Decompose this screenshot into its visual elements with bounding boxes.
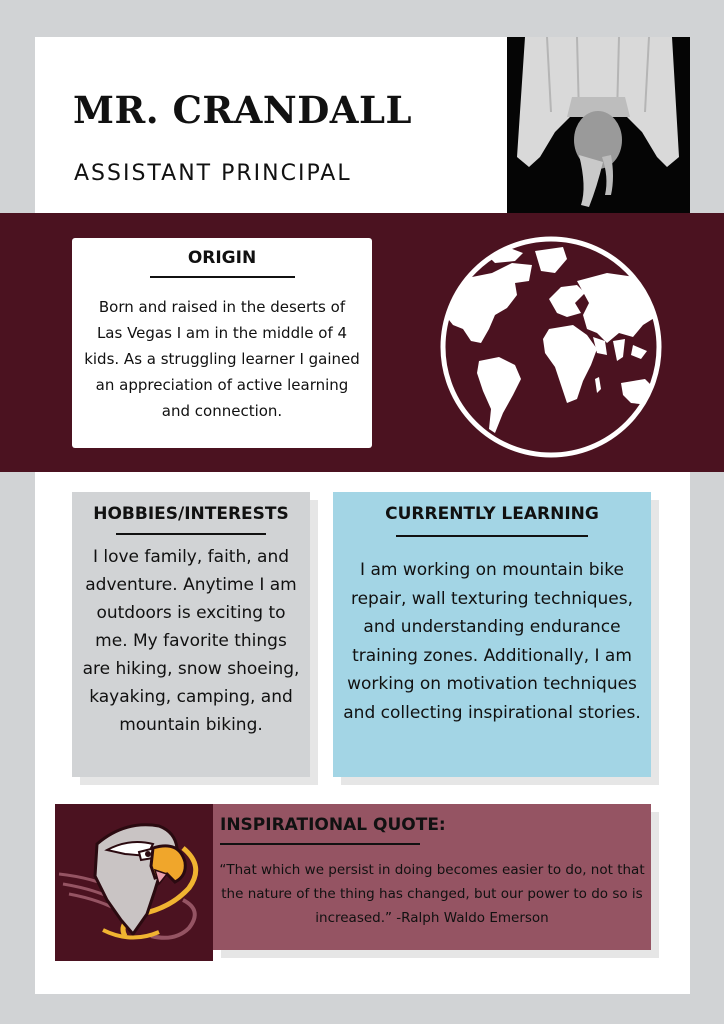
- portrait-photo: [507, 37, 690, 213]
- learning-title: CURRENTLY LEARNING: [385, 504, 599, 524]
- job-title: ASSISTANT PRINCIPAL: [74, 161, 352, 186]
- hobbies-text: I love family, faith, and adventure. Anytime I am outdoors is exciting to me. My favorite things are hiking, snow shoeing, kayaking, camping, and mountain biking.: [82, 547, 300, 735]
- eagle-mascot-logo: [55, 804, 213, 961]
- quote-underline: [220, 843, 420, 845]
- hobbies-underline: [116, 533, 266, 535]
- learning-text: I am working on mountain bike repair, wall texturing techniques, and understanding endurance training zones. Additionally, I am working on motivation techniques and collecting inspirational stories.: [343, 560, 641, 723]
- quote-text: “That which we persist in doing becomes easier to do, not that the nature of the thing has changed, but our power to do so is increased.” -Ralph Waldo Emerson: [219, 862, 645, 926]
- origin-underline: [150, 276, 295, 278]
- hobbies-card: [72, 492, 310, 777]
- origin-text: Born and raised in the deserts of Las Vegas I am in the middle of 4 kids. As a struggling learner I gained an appreciation of active learning and connection.: [84, 298, 360, 420]
- origin-title: ORIGIN: [187, 248, 257, 268]
- hobbies-title: HOBBIES/INTERESTS: [93, 504, 289, 524]
- learning-card: [333, 492, 651, 777]
- quote-title: INSPIRATIONAL QUOTE:: [220, 815, 446, 835]
- page-title: MR. CRANDALL: [73, 88, 413, 132]
- learning-underline: [396, 535, 588, 537]
- origin-card: [72, 238, 372, 448]
- globe-icon: [437, 233, 665, 461]
